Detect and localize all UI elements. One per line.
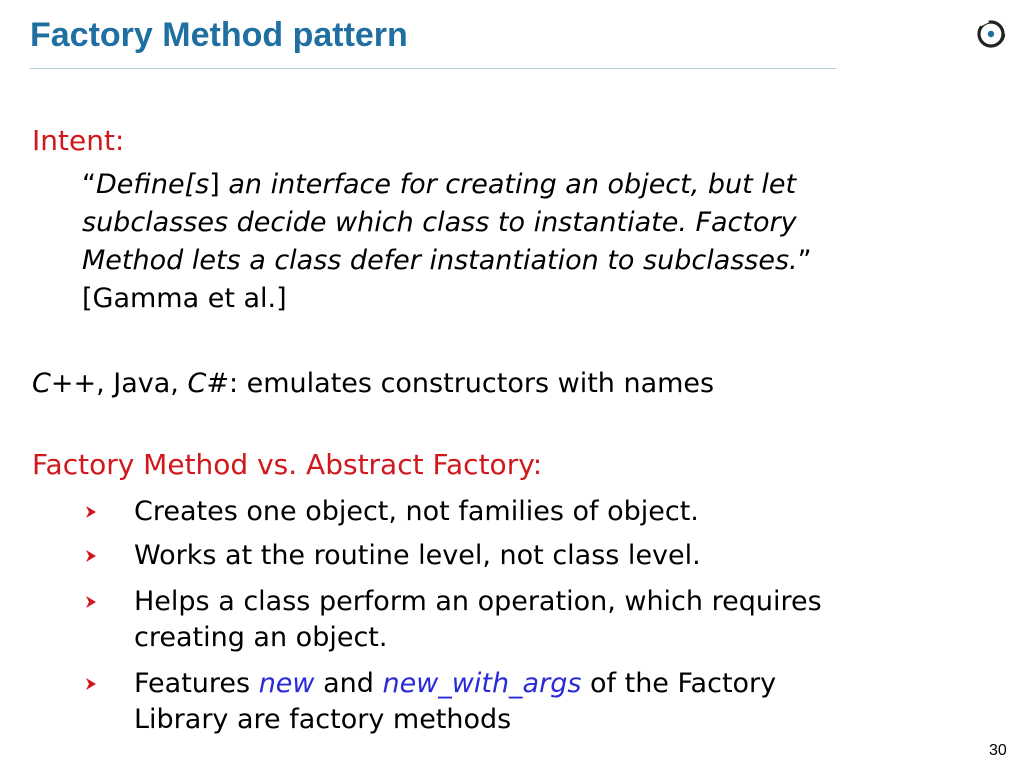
languages-line (32, 368, 714, 399)
arrow-bullet-icon (84, 549, 98, 563)
bullet-text (134, 584, 964, 656)
features-mid: and (314, 668, 383, 699)
features-prefix: Features (134, 668, 259, 699)
bullet-line: creating an object. (134, 622, 388, 653)
quote-line-3 (82, 242, 982, 280)
quote-line-2: subclasses decide which class to instantiate. Factory (82, 207, 797, 238)
lang-cpp: C++ (32, 368, 97, 399)
close-quote: ” (797, 245, 812, 276)
arrow-bullet-icon (84, 595, 98, 609)
arrow-bullet-icon (84, 677, 98, 691)
close-bracket: ] (209, 169, 220, 200)
lang-sep: , Java, (96, 368, 188, 399)
keyword-new: new (258, 668, 315, 699)
comparison-heading: Factory Method vs. Abstract Factory: (32, 448, 543, 481)
lang-rest: : emulates constructors with names (228, 368, 715, 399)
quote-line-1 (82, 166, 982, 204)
bullet-line (134, 666, 964, 702)
quote-line-1-rest: an interface for creating an object, but let (228, 169, 797, 200)
define-s: s (195, 169, 210, 200)
page-number: 30 (989, 742, 1007, 759)
bullet-text: Creates one object, not families of object. (134, 496, 699, 527)
eiffel-logo-icon (974, 18, 1008, 50)
bullet-line: Library are factory methods (134, 704, 512, 735)
bullet-text (134, 666, 964, 738)
open-quote: “ (82, 169, 96, 200)
quote-citation: [Gamma et al.] (82, 283, 287, 314)
slide-title: Factory Method pattern (30, 16, 408, 54)
keyword-new-with-args: new_with_args (382, 668, 582, 699)
title-divider (30, 68, 836, 69)
bullet-line: Helps a class perform an operation, which requires (134, 586, 822, 617)
arrow-bullet-icon (84, 505, 98, 519)
intent-heading: Intent: (32, 124, 125, 157)
quote-line-3-text: Method lets a class defer instantiation to subclasses. (82, 245, 798, 276)
lang-csharp: C# (187, 368, 229, 399)
bullet-text: Works at the routine level, not class level. (134, 540, 701, 571)
define-word: Define[ (96, 169, 196, 200)
features-suffix: of the Factory (581, 668, 777, 699)
intent-quote (82, 166, 982, 318)
